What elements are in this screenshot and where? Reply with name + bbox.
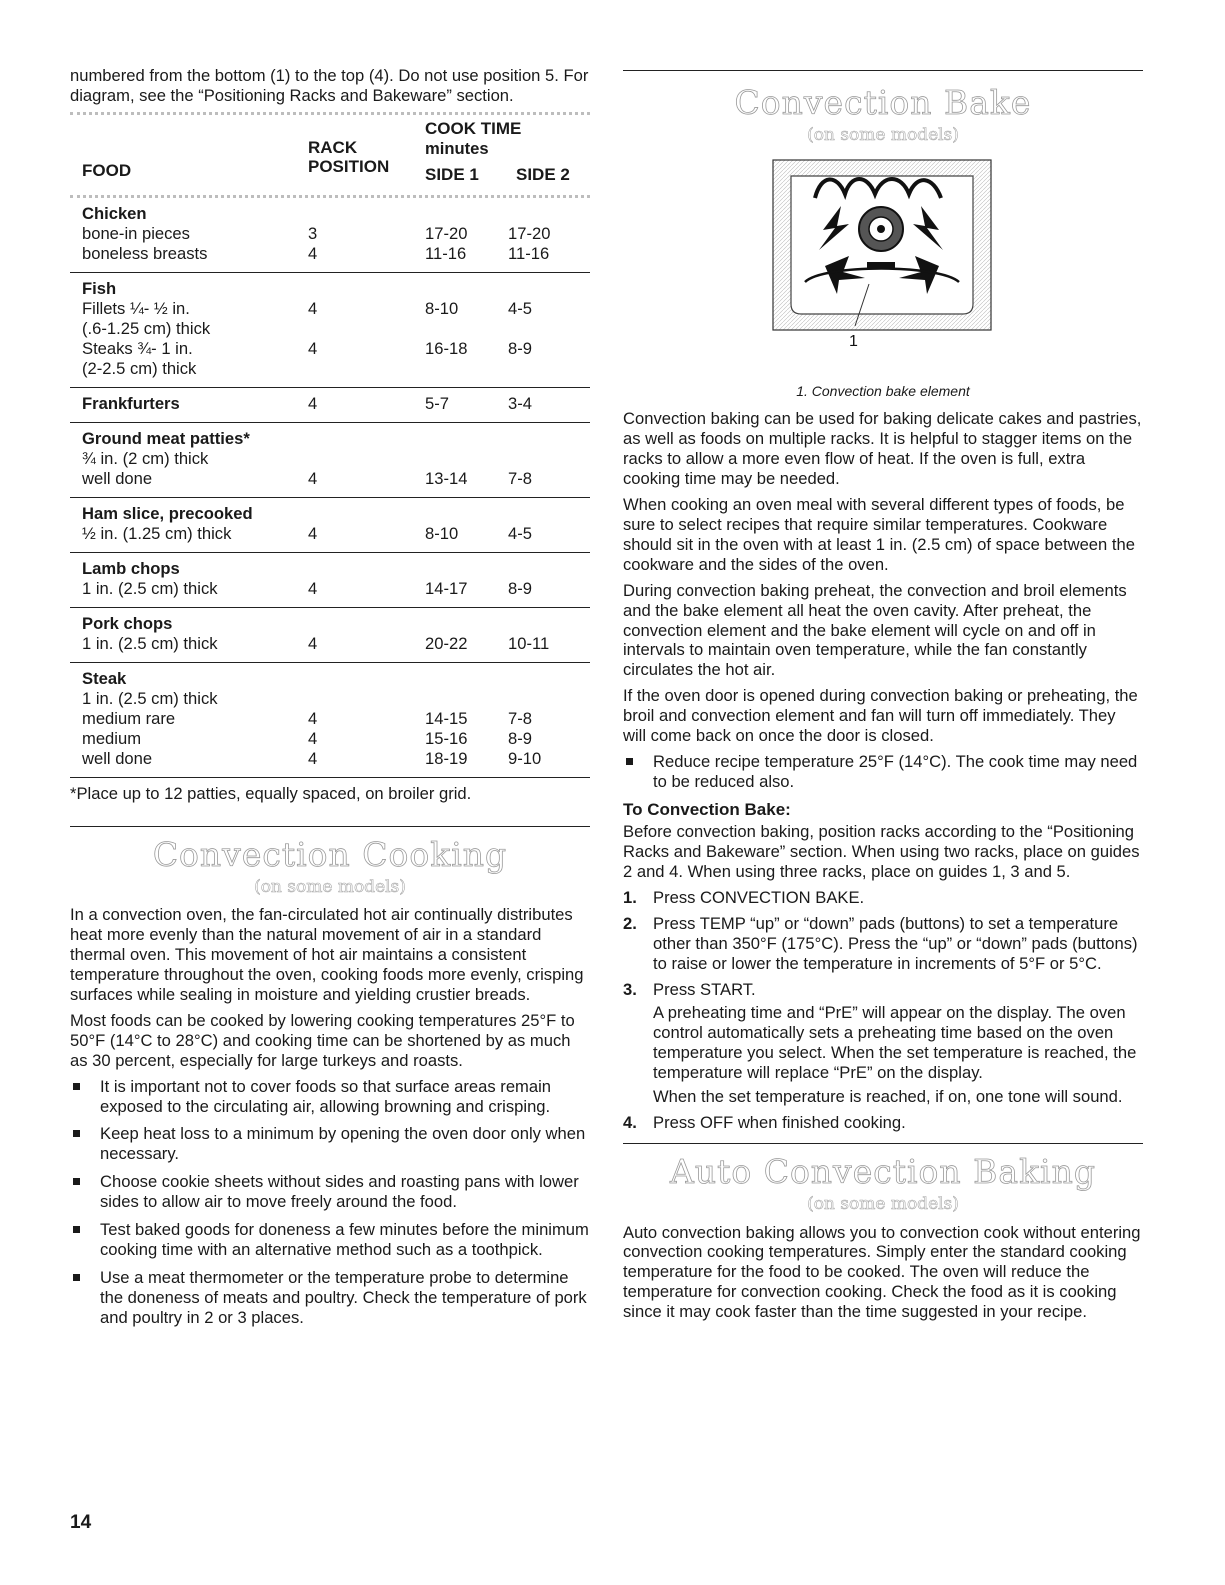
table-row	[70, 524, 590, 544]
side2-cell: 7-8	[508, 708, 532, 728]
side2-cell: 8-9	[508, 578, 532, 598]
table-row	[70, 689, 590, 709]
convection-oven-diagram	[623, 154, 1143, 379]
intro-text: numbered from the bottom (1) to the top (4). Do not use position 5. For diagram, see the “Positioning Racks and Bakeware” section.	[70, 66, 589, 105]
food-cell: medium	[82, 728, 142, 748]
step-detail: When the set temperature is reached, if on, one tone will sound.	[653, 1087, 1123, 1107]
auto-convection-paragraph: Auto convection baking allows you to convection cook without entering convection cooking temperatures. Simply enter the standard cooking temperature for the food to be cooked. The oven will reduce the temperature for convection cooking. Check the food as it is cooking since it may cook faster than the time suggested in your recipe.	[623, 1222, 1141, 1322]
rack-position-cell: 4	[308, 578, 318, 598]
convection-bake-steps	[623, 888, 1143, 1133]
table-row	[70, 319, 590, 339]
table-row	[70, 299, 590, 319]
table-group	[70, 498, 590, 552]
food-category: Chicken	[82, 203, 147, 223]
food-cell: Steaks ¾- 1 in.	[82, 338, 193, 358]
table-row	[70, 394, 590, 414]
step-item: 4. Press OFF when finished cooking.	[623, 1112, 906, 1132]
rack-position-cell: 4	[308, 728, 318, 748]
food-category: Lamb chops	[82, 558, 180, 578]
food-cell: 1 in. (2.5 cm) thick	[82, 633, 218, 653]
table-group	[70, 273, 590, 387]
table-row	[70, 469, 590, 489]
side2-cell: 8-9	[508, 728, 532, 748]
convection-bake-title: Convection Bake	[734, 83, 1032, 122]
food-cell: (2-2.5 cm) thick	[82, 358, 197, 378]
table-row	[70, 244, 590, 264]
broil-table-header	[70, 115, 590, 195]
rack-position-header: RACK POSITION	[308, 137, 390, 176]
to-convection-bake-intro: Before convection baking, position racks according to the “Positioning Racks and Bakeware” section. When using two racks, place on guides 2 and 4. When using three racks, place on guides 1, 3 and 5.	[623, 822, 1140, 881]
rack-position-cell: 4	[308, 523, 318, 543]
right-column	[623, 70, 1143, 1328]
step-item: 1. Press CONVECTION BAKE.	[623, 887, 865, 907]
step-detail: A preheating time and “PrE” will appear on the display. The oven control automatically sets a preheating time based on the oven temperature you select. When the set temperature is reached, the temperature will replace “PrE” on the display.	[653, 1003, 1137, 1083]
auto-convection-title: Auto Convection Baking	[669, 1151, 1096, 1191]
side2-cell: 10-11	[508, 633, 550, 653]
convection-bake-paragraph-1: Convection baking can be used for baking delicate cakes and pastries, as well as foods on multiple racks. It is helpful to stagger items on the racks to allow a more even flow of heat. If the oven is full, extra cooking time may be needed.	[623, 409, 1142, 489]
oven-cavity-illustration	[623, 154, 1143, 379]
step-item: 2. Press TEMP “up” or “down” pads (buttons) to set a temperature other than 350°F (175°C). Press the “up” or “down” pads (buttons) to raise or lower the temperature in increments of 5°F or 5°C.	[623, 913, 1138, 973]
side1-header: SIDE 1	[425, 164, 479, 184]
table-row	[70, 339, 590, 359]
food-cell: ½ in. (1.25 cm) thick	[82, 523, 232, 543]
side2-cell: 4-5	[508, 523, 532, 543]
food-cell: well done	[82, 468, 153, 488]
food-cell: medium rare	[82, 708, 176, 728]
food-cell: 1 in. (2.5 cm) thick	[82, 688, 218, 708]
table-row	[70, 429, 590, 449]
step-item: 3. Press START. A preheating time and “PrE” will appear on the display. The oven control automatically sets a preheating time based on the oven temperature you select. When the set temperature is reached, the temperature will replace “PrE” on the display. When the set temperature is reached, if on, one tone will sound.	[623, 980, 1143, 1107]
convection-bake-paragraph-4: If the oven door is opened during convection baking or preheating, the broil and convection element and fan will turn off immediately. They will come back on once the door is closed.	[623, 686, 1138, 746]
table-row	[70, 504, 590, 524]
convection-bake-subtitle: (on some models)	[807, 125, 959, 146]
food-category: Ground meat patties*	[82, 428, 250, 448]
broil-table-body	[70, 198, 590, 778]
figure-callout: 1	[849, 332, 858, 350]
convection-cooking-paragraph-1: In a convection oven, the fan-circulated hot air continually distributes heat more evenly than the natural movement of air in a standard thermal oven. This movement of hot air maintains a consistent temperature throughout the oven, cooking foods more evenly, crisping surfaces while sealing in moisture and yielding crustier breads.	[70, 905, 584, 1005]
table-group	[70, 663, 590, 777]
food-cell: Fillets ¼- ½ in.	[82, 298, 190, 318]
table-group	[70, 198, 590, 272]
side1-cell: 11-16	[425, 243, 467, 263]
convection-cooking-paragraph-2: Most foods can be cooked by lowering cooking temperatures 25°F to 50°F (14°C to 28°C) and cooking time can be shortened by as much as 30 percent, especially for large turkeys and roasts.	[70, 1010, 575, 1070]
list-item: Keep heat loss to a minimum by opening the oven door only when necessary.	[70, 1124, 590, 1164]
rack-position-cell: 3	[308, 223, 318, 243]
table-group	[70, 388, 590, 422]
rack-position-cell: 4	[308, 298, 318, 318]
side2-cell: 8-9	[508, 338, 532, 358]
food-category: Steak	[82, 668, 127, 688]
rack-position-cell: 4	[308, 468, 318, 488]
page-number: 14	[70, 1512, 92, 1533]
to-convection-bake-heading: To Convection Bake:	[623, 799, 791, 819]
food-header: FOOD	[82, 160, 132, 180]
food-category: Pork chops	[82, 613, 173, 633]
side2-cell: 3-4	[508, 393, 532, 413]
side1-cell: 14-15	[425, 708, 468, 728]
convection-bake-tip	[623, 752, 1143, 792]
side1-cell: 8-10	[425, 298, 459, 318]
side2-header: SIDE 2	[516, 164, 570, 184]
rack-position-cell: 4	[308, 748, 318, 768]
food-category: Frankfurters	[82, 393, 180, 413]
food-cell: (.6-1.25 cm) thick	[82, 318, 211, 338]
convection-cooking-title: Convection Cooking	[152, 834, 508, 874]
food-cell: boneless breasts	[82, 243, 208, 263]
food-cell: 1 in. (2.5 cm) thick	[82, 578, 218, 598]
convection-bake-rule	[623, 70, 1143, 71]
left-column	[70, 66, 590, 1336]
convection-cooking-subtitle: (on some models)	[254, 877, 406, 898]
table-row	[70, 224, 590, 244]
rack-position-cell: 4	[308, 633, 318, 653]
convection-cooking-rule	[70, 826, 590, 827]
food-category: Fish	[82, 278, 117, 298]
table-row	[70, 614, 590, 634]
side2-cell: 11-16	[508, 243, 550, 263]
side1-cell: 17-20	[425, 223, 468, 243]
side1-cell: 16-18	[425, 338, 468, 358]
auto-convection-subtitle: (on some models)	[807, 1194, 959, 1215]
side1-cell: 14-17	[425, 578, 468, 598]
side2-cell: 17-20	[508, 223, 551, 243]
cook-time-header: COOK TIME	[425, 118, 522, 138]
table-row	[70, 709, 590, 729]
auto-convection-rule	[623, 1143, 1143, 1144]
food-cell: well done	[82, 748, 153, 768]
convection-bake-paragraph-3: During convection baking preheat, the convection and broil elements and the bake element all heat the oven cavity. After preheat, the convection element and the bake element will cycle on and off in intervals to maintain oven temperature, while the fan constantly circulates the hot air.	[623, 580, 1127, 680]
table-row	[70, 634, 590, 654]
figure-caption: 1. Convection bake element	[796, 382, 970, 399]
table-row	[70, 449, 590, 469]
table-row	[70, 749, 590, 769]
list-item: Test baked goods for doneness a few minutes before the minimum cooking time with an alternative method such as a toothpick.	[70, 1220, 590, 1260]
minutes-header: minutes	[425, 138, 489, 158]
table-footnote: *Place up to 12 patties, equally spaced, on broiler grid.	[70, 783, 472, 803]
list-item: Reduce recipe temperature 25°F (14°C). The cook time may need to be reduced also.	[623, 752, 1143, 792]
side1-cell: 18-19	[425, 748, 468, 768]
side1-cell: 13-14	[425, 468, 468, 488]
side2-cell: 9-10	[508, 748, 542, 768]
side1-cell: 20-22	[425, 633, 468, 653]
table-row	[70, 579, 590, 599]
table-group	[70, 608, 590, 662]
list-item: It is important not to cover foods so that surface areas remain exposed to the circulating air, allowing browning and crisping.	[70, 1077, 590, 1117]
rack-position-cell: 4	[308, 338, 318, 358]
table-group	[70, 553, 590, 607]
side1-cell: 8-10	[425, 523, 459, 543]
convection-bake-paragraph-2: When cooking an oven meal with several different types of foods, be sure to select recipes that require similar temperatures. Cookware should sit in the oven with at least 1 in. (2.5 cm) of space between the cookware and the sides of the oven.	[623, 495, 1135, 574]
table-group	[70, 423, 590, 497]
list-item: Use a meat thermometer or the temperature probe to determine the doneness of meats and poultry. Check the temperature of pork and poultry in 2 or 3 places.	[70, 1268, 590, 1328]
food-cell: bone-in pieces	[82, 223, 190, 243]
rack-position-cell: 4	[308, 393, 318, 413]
list-item: Choose cookie sheets without sides and roasting pans with lower sides to allow air to move freely around the food.	[70, 1172, 590, 1212]
table-row	[70, 279, 590, 299]
table-row	[70, 669, 590, 689]
table-row	[70, 359, 590, 379]
food-cell: ¾ in. (2 cm) thick	[82, 448, 209, 468]
table-row	[70, 204, 590, 224]
table-row	[70, 559, 590, 579]
side1-cell: 15-16	[425, 728, 468, 748]
rack-position-cell: 4	[308, 708, 318, 728]
rack-position-cell: 4	[308, 243, 318, 263]
convection-cooking-tips	[70, 1077, 590, 1328]
table-row	[70, 729, 590, 749]
side1-cell: 5-7	[425, 393, 449, 413]
side2-cell: 7-8	[508, 468, 532, 488]
food-category: Ham slice, precooked	[82, 503, 253, 523]
side2-cell: 4-5	[508, 298, 532, 318]
